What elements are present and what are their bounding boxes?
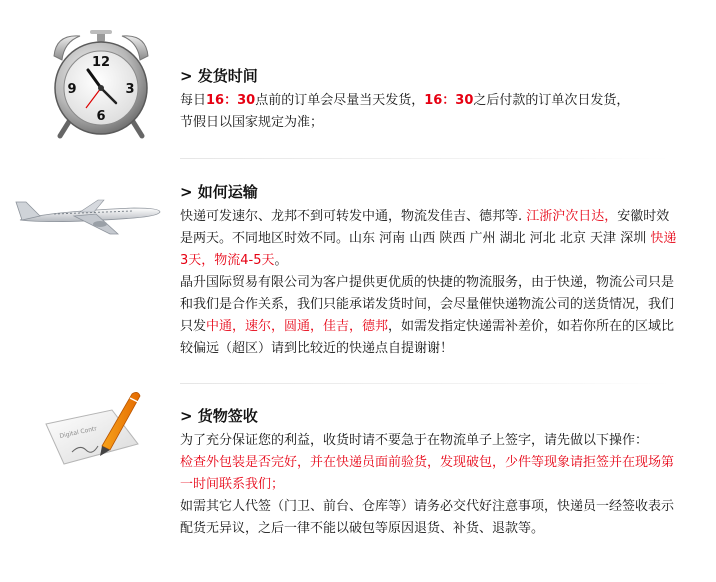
section-title: > 如何运输 xyxy=(180,183,258,201)
shipping-time-line-2: 节假日以国家规定为准； xyxy=(180,115,324,130)
text-span: 晶升国际贸易有限公司为客户提供更优质的快捷的物流服务，由于快递，物流公司只是和我们是合作关系，我们只能承诺发货时间，会尽量催快递物流公司的送货情况，我们只发 xyxy=(180,275,675,334)
text-span: 。 xyxy=(274,253,288,268)
highlight-text: 快递3天，物流4-5天 xyxy=(180,231,677,268)
receipt-warning: 检查外包装是否完好，并在快递员面前验货，发现破包，少件等现象请拒签并在现场第一时间联系我们； xyxy=(180,455,675,492)
pen-signing-icon xyxy=(42,386,146,476)
section-title: > 发货时间 xyxy=(180,67,258,85)
receipt-content xyxy=(180,406,680,540)
text-span: 之后付款的订单次日发货， xyxy=(473,93,630,108)
divider xyxy=(180,158,670,159)
text-span: 每日 xyxy=(180,93,207,108)
alarm-clock-icon xyxy=(42,28,160,144)
transport-paragraph-1 xyxy=(180,206,680,272)
clock-number-3: 3 xyxy=(125,82,135,97)
transport-content xyxy=(180,182,680,360)
airplane-icon xyxy=(14,190,164,244)
text-span: 安徽时效是两天。不同地区时效不同。山东 河南 山西 陕西 广州 湖北 河北 北京 天津 深圳 xyxy=(180,209,670,246)
cutoff-time: 16：30 xyxy=(424,93,474,108)
receipt-paragraph-1: 为了充分保证您的利益，收货时请不要急于在物流单子上签字，请先做以下操作： xyxy=(180,433,649,448)
shipping-time-line-1 xyxy=(180,90,680,112)
receipt-paragraph-3: 如需其它人代签（门卫、前台、仓库等）请务必交代好注意事项，快递员一经签收表示配货无异议，之后一律不能以破包等原因退货、补货、退款等。 xyxy=(180,499,675,536)
text-span: 点前的订单会尽量当天发货， xyxy=(255,93,425,108)
transport-paragraph-2 xyxy=(180,272,680,360)
shipping-time-content xyxy=(180,66,680,134)
clock-number-9: 9 xyxy=(67,82,77,97)
section-title: > 货物签收 xyxy=(180,407,258,425)
card-text: Digital Contr xyxy=(58,425,98,440)
highlight-text: 中通，速尔，圆通，佳吉，德邦 xyxy=(206,319,389,334)
cutoff-time: 16：30 xyxy=(206,93,256,108)
text-span: ，如需发指定快递需补差价，如若你所在的区域比较偏远（超区）请到比较近的快递点自提谢谢！ xyxy=(180,319,675,356)
clock-number-6: 6 xyxy=(96,109,106,124)
text-span: 快递可发速尔、龙邦不到可转发中通，物流发佳吉、德邦等. xyxy=(180,209,523,224)
divider xyxy=(180,383,670,384)
clock-number-12: 12 xyxy=(91,55,111,70)
highlight-text: 江浙沪次日达， xyxy=(522,209,618,224)
